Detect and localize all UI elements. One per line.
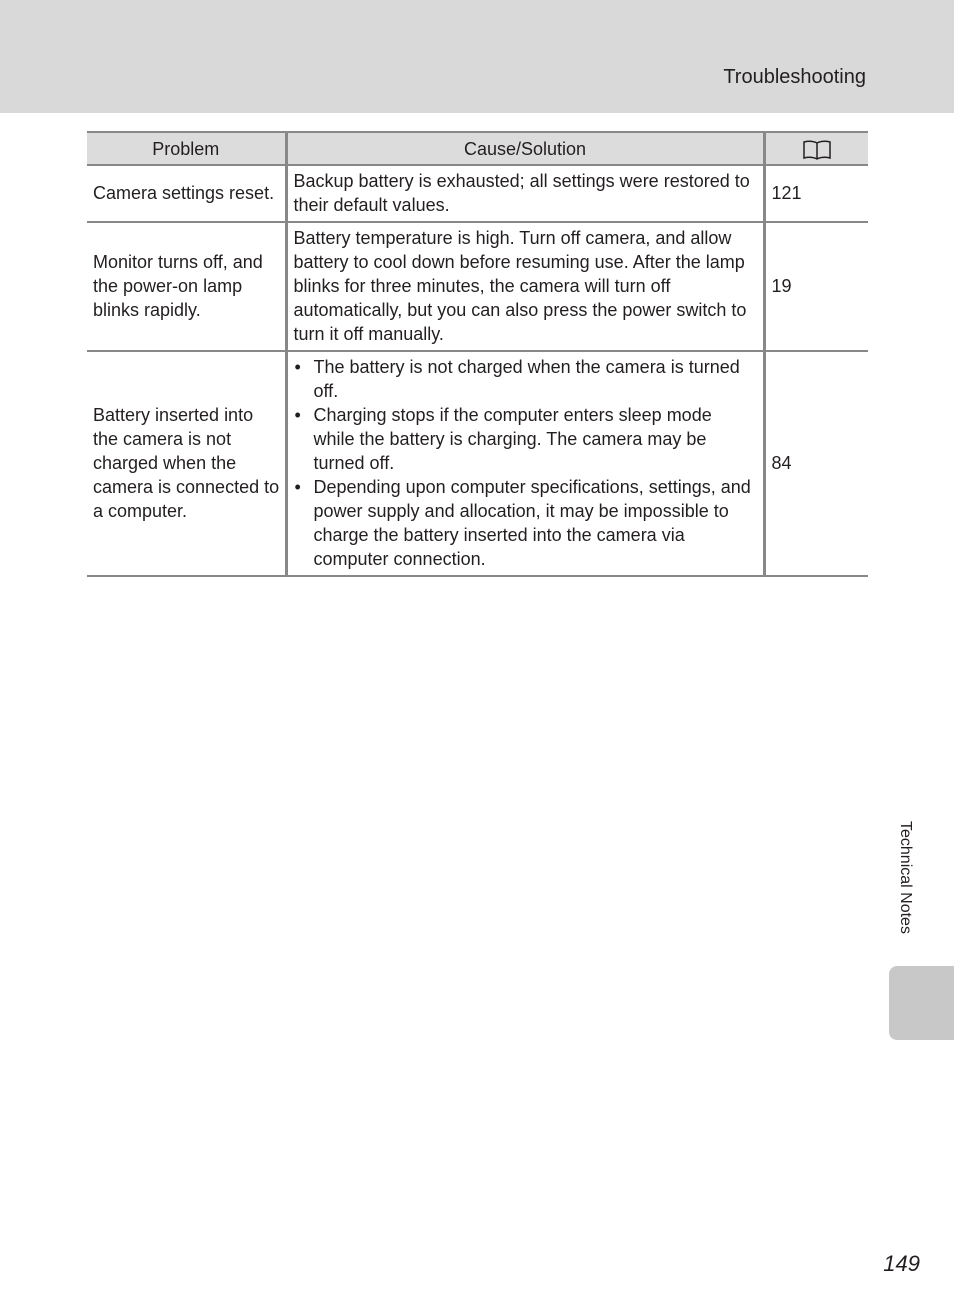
solution-bullet-list: [294, 355, 758, 571]
solution-bullet-text: Charging stops if the computer enters sleep mode while the battery is charging. The camera may be turned off.: [313, 405, 712, 473]
troubleshooting-table: [87, 131, 868, 577]
side-tab: [889, 966, 954, 1040]
page-ref-cell: 121: [764, 165, 868, 222]
bullet-icon: •: [294, 405, 301, 425]
column-header-cause-solution: Cause/Solution: [286, 132, 764, 165]
section-title: Troubleshooting: [723, 66, 866, 88]
table-row: [87, 222, 868, 351]
side-tab-label: Technical Notes: [897, 821, 914, 934]
page-ref-cell: 84: [764, 351, 868, 576]
solution-bullet: [294, 475, 758, 571]
problem-cell: Battery inserted into the camera is not charged when the camera is connected to a computer.: [87, 351, 286, 576]
bullet-icon: •: [294, 357, 301, 377]
solution-cell: Backup battery is exhausted; all settings were restored to their default values.: [286, 165, 764, 222]
header-band: [0, 0, 954, 113]
table-row: [87, 351, 868, 576]
page-number: 149: [883, 1251, 920, 1276]
table-row: [87, 165, 868, 222]
solution-bullet: [294, 403, 758, 475]
column-header-reference: [764, 132, 868, 165]
problem-cell: Monitor turns off, and the power-on lamp blinks rapidly.: [87, 222, 286, 351]
table-header-row: [87, 132, 868, 165]
page-ref-cell: 19: [764, 222, 868, 351]
solution-cell: [286, 351, 764, 576]
solution-bullet: [294, 355, 758, 403]
problem-cell: Camera settings reset.: [87, 165, 286, 222]
bullet-icon: •: [294, 477, 301, 497]
solution-cell: Battery temperature is high. Turn off camera, and allow battery to cool down before resuming use. After the lamp blinks for three minutes, the camera will turn off automatically, but you can also press the power switch to turn it off manually.: [286, 222, 764, 351]
solution-bullet-text: Depending upon computer specifications, settings, and power supply and allocation, it may be impossible to charge the battery inserted into the camera via computer connection.: [313, 477, 751, 569]
column-header-problem: Problem: [87, 132, 286, 165]
book-reference-icon: [802, 139, 832, 161]
solution-bullet-text: The battery is not charged when the camera is turned off.: [313, 357, 740, 401]
